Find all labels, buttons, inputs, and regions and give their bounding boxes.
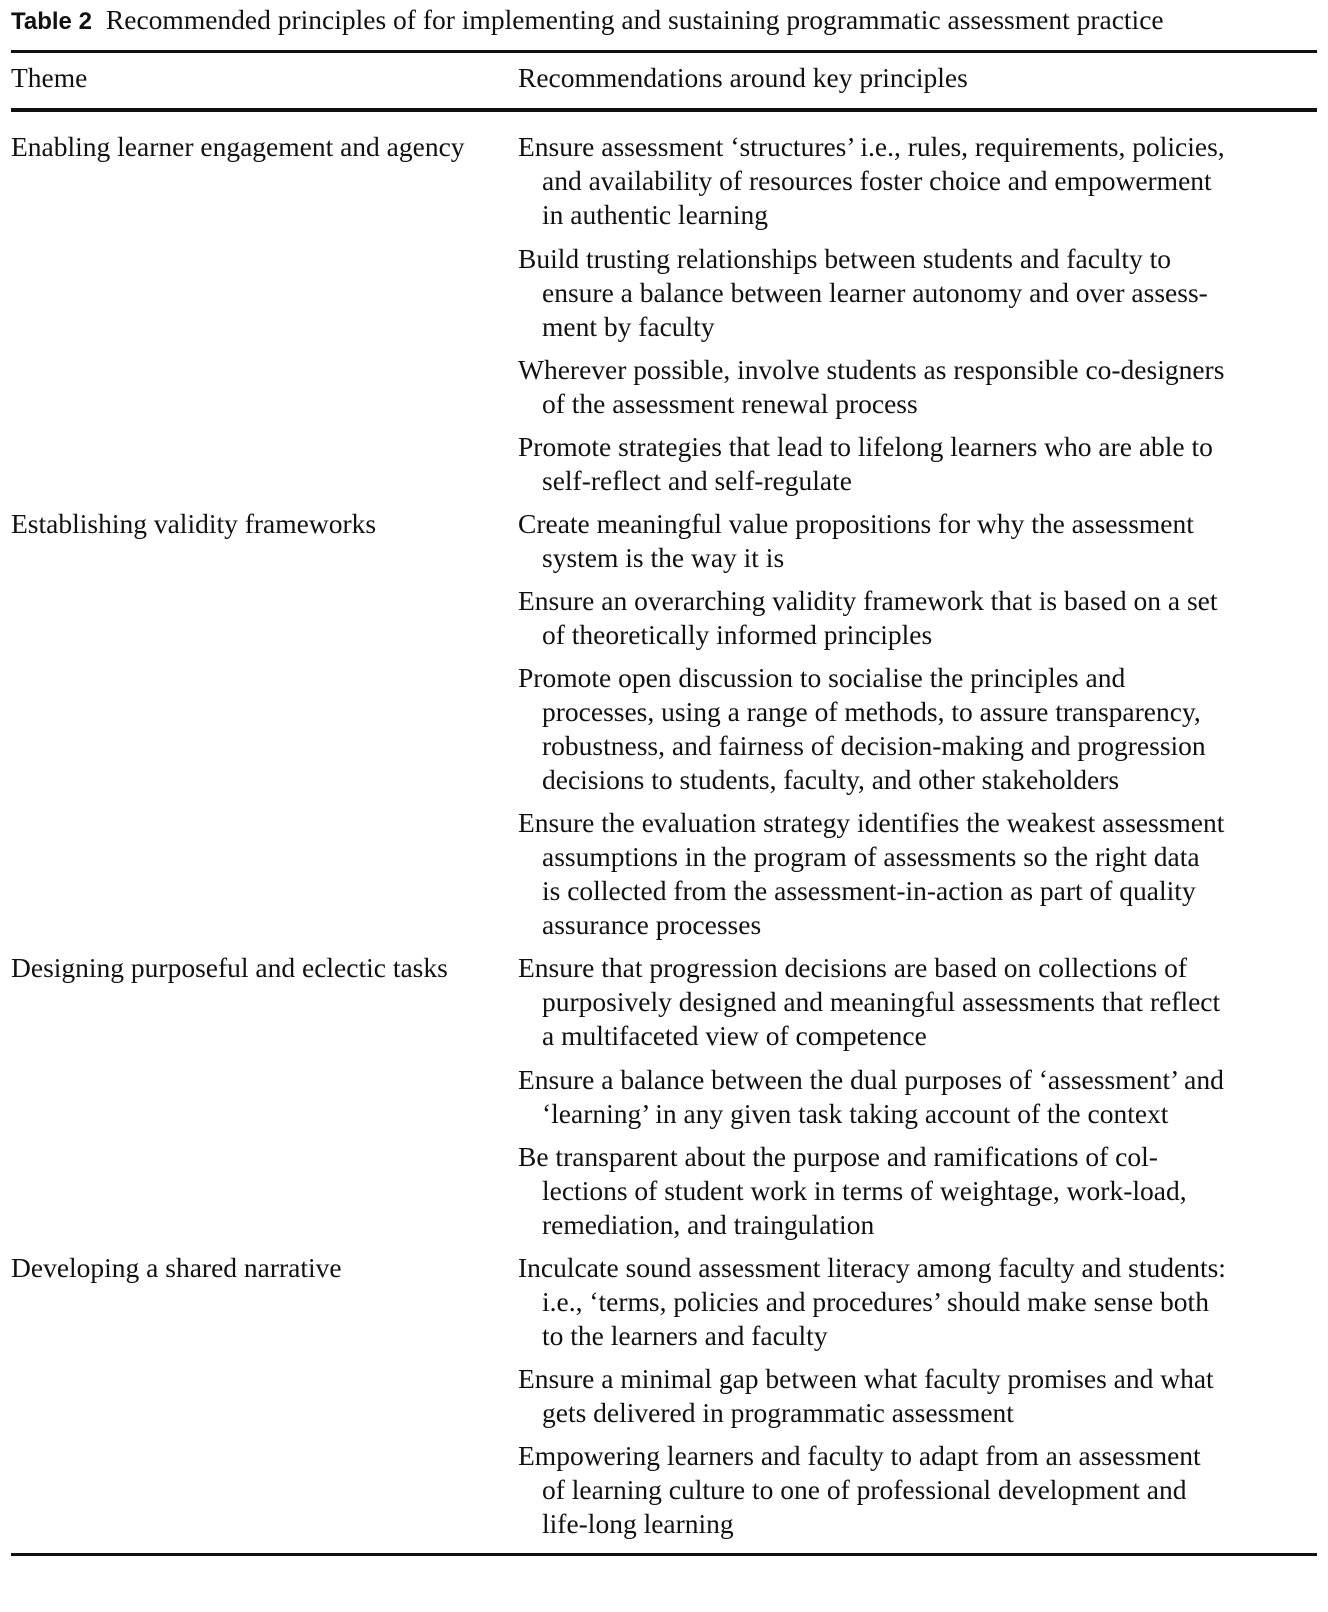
theme-cell: Establishing validity frameworks bbox=[11, 508, 377, 539]
recommendation-line: and availability of resources foster choice and empowerment bbox=[542, 165, 1212, 196]
recommendation-line: assumptions in the program of assessments so the right data bbox=[542, 841, 1200, 872]
recommendation-line: Ensure the evaluation strategy identifies the weakest assessment bbox=[518, 807, 1225, 838]
recommendation-line: system is the way it is bbox=[542, 542, 785, 573]
recommendation-line: Ensure a minimal gap between what faculty promises and what bbox=[518, 1363, 1214, 1394]
recommendation-line: Promote strategies that lead to lifelong learners who are able to bbox=[518, 431, 1213, 462]
recommendation-line: life-long learning bbox=[542, 1508, 734, 1539]
recommendation-line: Ensure that progression decisions are based on collections of bbox=[518, 952, 1187, 983]
recommendation-item bbox=[518, 661, 1308, 797]
recommendation-line: to the learners and faculty bbox=[542, 1320, 828, 1351]
recommendation-line: purposively designed and meaningful assessments that reflect bbox=[542, 986, 1221, 1017]
recommendation-line: remediation, and traingulation bbox=[542, 1209, 875, 1240]
recommendation-item bbox=[518, 130, 1308, 232]
recommendation-item bbox=[518, 430, 1308, 498]
recommendation-item bbox=[518, 1140, 1308, 1242]
recommendation-line: Wherever possible, involve students as responsible co-designers bbox=[518, 354, 1225, 385]
recommendation-line: a multifaceted view of competence bbox=[542, 1020, 927, 1051]
recommendation-line: ‘learning’ in any given task taking account of the context bbox=[542, 1098, 1169, 1129]
recommendation-line: Promote open discussion to socialise the principles and bbox=[518, 662, 1126, 693]
recommendation-item bbox=[518, 584, 1308, 652]
table-bottom-rule bbox=[11, 1553, 1317, 1556]
recommendation-line: is collected from the assessment-in-action as part of quality bbox=[542, 875, 1196, 906]
table-caption bbox=[11, 3, 1164, 39]
recommendation-item bbox=[518, 1251, 1308, 1353]
recommendation-line: self-reflect and self-regulate bbox=[542, 465, 852, 496]
recommendation-line: assurance processes bbox=[542, 909, 762, 940]
recommendation-item bbox=[518, 1362, 1308, 1430]
recommendation-line: ment by faculty bbox=[542, 311, 715, 342]
recommendation-line: processes, using a range of methods, to assure transparency, bbox=[542, 696, 1201, 727]
recommendation-line: Ensure an overarching validity framework that is based on a set bbox=[518, 585, 1218, 616]
theme-cell: Developing a shared narrative bbox=[11, 1252, 342, 1283]
theme-cell: Enabling learner engagement and agency bbox=[11, 131, 465, 162]
recommendation-line: robustness, and fairness of decision-making and progression bbox=[542, 730, 1206, 761]
recommendation-item bbox=[518, 507, 1308, 575]
recommendation-line: i.e., ‘terms, policies and procedures’ should make sense both bbox=[542, 1286, 1209, 1317]
recommendation-item bbox=[518, 951, 1308, 1053]
recommendation-line: in authentic learning bbox=[542, 199, 769, 230]
table-caption-label: Table 2 bbox=[11, 8, 92, 35]
column-header-recommendations: Recommendations around key principles bbox=[518, 62, 968, 93]
recommendation-line: gets delivered in programmatic assessment bbox=[542, 1397, 1014, 1428]
recommendation-line: lections of student work in terms of weightage, work-load, bbox=[542, 1175, 1187, 1206]
recommendation-item bbox=[518, 242, 1308, 344]
recommendation-line: Build trusting relationships between students and faculty to bbox=[518, 243, 1172, 274]
recommendation-line: of theoretically informed principles bbox=[542, 619, 933, 650]
recommendation-line: ensure a balance between learner autonomy and over assess- bbox=[542, 277, 1208, 308]
recommendation-line: Inculcate sound assessment literacy among faculty and students: bbox=[518, 1252, 1226, 1283]
recommendation-line: decisions to students, faculty, and other stakeholders bbox=[542, 764, 1120, 795]
table-header-rule bbox=[11, 108, 1317, 112]
table-top-rule bbox=[11, 50, 1317, 53]
table-caption-text: Recommended principles of for implementing and sustaining programmatic assessment practice bbox=[105, 4, 1164, 35]
theme-cell: Designing purposeful and eclectic tasks bbox=[11, 952, 448, 983]
column-header-theme: Theme bbox=[11, 62, 88, 93]
recommendation-line: of the assessment renewal process bbox=[542, 388, 918, 419]
recommendation-line: Ensure assessment ‘structures’ i.e., rules, requirements, policies, bbox=[518, 131, 1225, 162]
recommendation-item bbox=[518, 806, 1308, 942]
recommendation-line: Empowering learners and faculty to adapt from an assessment bbox=[518, 1440, 1201, 1471]
recommendation-item bbox=[518, 1063, 1308, 1131]
recommendation-item bbox=[518, 353, 1308, 421]
recommendation-line: Ensure a balance between the dual purposes of ‘assessment’ and bbox=[518, 1064, 1224, 1095]
recommendation-line: Be transparent about the purpose and ramifications of col- bbox=[518, 1141, 1158, 1172]
recommendation-line: of learning culture to one of professional development and bbox=[542, 1474, 1187, 1505]
recommendation-item bbox=[518, 1439, 1308, 1541]
recommendation-line: Create meaningful value propositions for why the assessment bbox=[518, 508, 1194, 539]
